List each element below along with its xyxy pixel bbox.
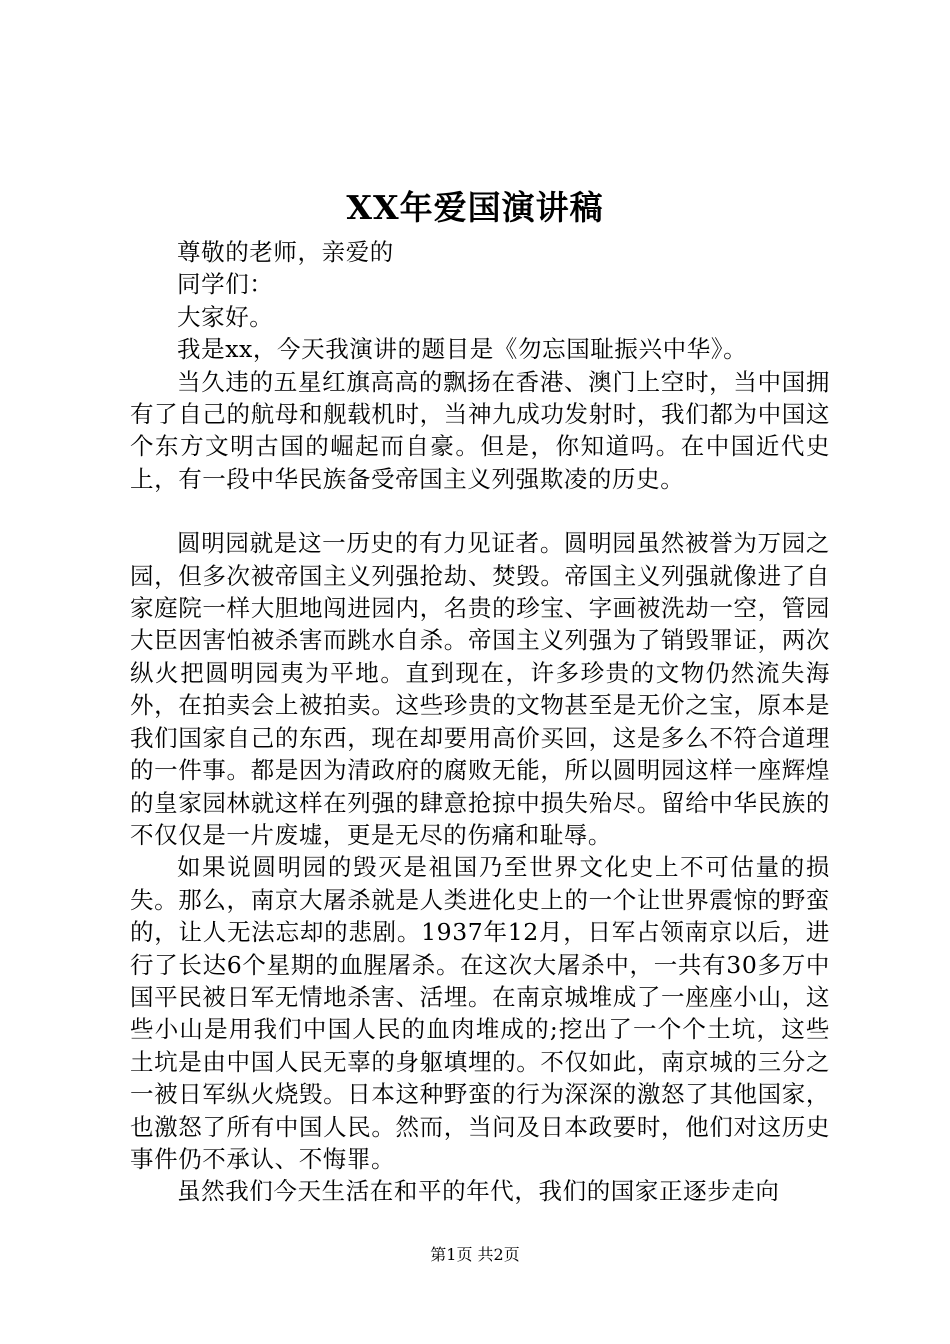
greeting: 大家好。 xyxy=(177,302,274,331)
introduction-paragraph: 我是xx，今天我演讲的题目是《勿忘国耻振兴中华》。 xyxy=(177,335,748,364)
body-paragraph: 虽然我们今天生活在和平的年代，我们的国家正逐步走向 xyxy=(177,1177,780,1206)
body-paragraph: 当久违的五星红旗高高的飘扬在香港、澳门上空时，当中国拥有了自己的航母和舰载机时，当神九成功发射时，我们都为中国这个东方文明古国的崛起而自豪。但是，你知道吗。在中国近代史上，有一段中华民族备受帝国主义列强欺凌的历史。 xyxy=(130,367,830,493)
speech-body xyxy=(130,236,830,1208)
salutation-line-2: 同学们： xyxy=(177,270,274,299)
body-paragraph: 如果说圆明园的毁灭是祖国乃至世界文化史上不可估量的损失。那么，南京大屠杀就是人类进化史上的一个让世界震惊的野蛮的，让人无法忘却的悲剧。1937年12月，日军占领南京以后，进行了长达6个星期的血腥屠杀。在这次大屠杀中，一共有30多万中国平民被日军无情地杀害、活埋。在南京城堆成了一座座小山，这些小山是用我们中国人民的血肉堆成的;挖出了一个个土坑，这些土坑是由中国人民无辜的身躯填埋的。不仅如此，南京城的三分之一被日军纵火烧毁。日本这种野蛮的行为深深的激怒了其他国家，也激怒了所有中国人民。然而，当问及日本政要时，他们对这历史事件仍不承认、不悔罪。 xyxy=(130,853,830,1173)
page-footer: 第1页 共2页 xyxy=(430,1245,520,1264)
body-paragraph: 圆明园就是这一历史的有力见证者。圆明园虽然被誉为万园之园，但多次被帝国主义列强抢劫、焚毁。帝国主义列强就像进了自家庭院一样大胆地闯进园内，名贵的珍宝、字画被洗劫一空，管园大臣因害怕被杀害而跳水自杀。帝国主义列强为了销毁罪证，两次纵火把圆明园夷为平地。直到现在，许多珍贵的文物仍然流失海外，在拍卖会上被拍卖。这些珍贵的文物甚至是无价之宝，原本是我们国家自己的东西，现在却要用高价买回，这是多么不符合道理的一件事。都是因为清政府的腐败无能，所以圆明园这样一座辉煌的皇家园林就这样在列强的肆意抢掠中损失殆尽。留给中华民族的不仅仅是一片废墟，更是无尽的伤痛和耻辱。 xyxy=(130,529,830,849)
salutation-line-1: 尊敬的老师，亲爱的 xyxy=(177,238,394,266)
page-title: XX年爱国演讲稿 xyxy=(346,188,604,227)
